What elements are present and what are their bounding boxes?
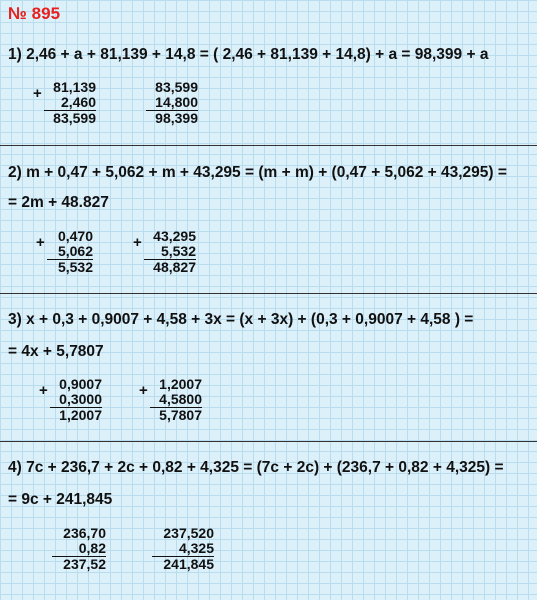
addend-2: 5,532 [144,244,196,260]
addend-1: 83,599 [155,79,198,95]
problem-4-column-sum-2 [152,526,214,572]
addend-2: 5,062 [47,244,93,260]
addend-2: 4,5800 [150,392,202,408]
addend-1: 236,70 [63,525,106,541]
divider [0,441,537,442]
addend-2: 0,82 [52,541,106,557]
problem-3-column-sum-2 [139,376,202,423]
problem-1-column-sum-1 [33,79,96,126]
addend-1: 0,9007 [59,376,102,392]
addend-2: 4,325 [152,541,214,557]
addend-1: 81,139 [53,79,96,95]
addend-2: 2,460 [44,95,96,111]
divider [0,145,537,146]
exercise-number: № 895 [8,4,61,23]
addend-1: 237,520 [163,525,214,541]
addend-1: 1,2007 [159,376,202,392]
sum: 5,532 [57,259,93,275]
problem-1-expression: 1) 2,46 + a + 81,139 + 14,8 = ( 2,46 + 81,139 + 14,8) + a = 98,399 + a [8,46,489,63]
plus-sign: + [39,382,48,399]
sum: 5,7807 [159,407,202,423]
problem-1-column-sum-2 [146,80,198,126]
addend-2: 14,800 [146,95,198,111]
plus-sign: + [33,85,42,102]
problem-4-expression: 4) 7c + 236,7 + 2c + 0,82 + 4,325 = (7c + 2c) + (236,7 + 0,82 + 4,325) = [8,459,504,476]
plus-sign: + [36,234,45,251]
problem-3-expression: 3) x + 0,3 + 0,9007 + 4,58 + 3x = (x + 3x) + (0,3 + 0,9007 + 4,58 ) = [8,311,474,328]
problem-2-expression: 2) m + 0,47 + 5,062 + m + 43,295 = (m + m) + (0,47 + 5,062 + 43,295) = [8,164,507,181]
problem-4-column-sum-1 [52,526,106,572]
addend-1: 43,295 [153,228,196,244]
sum: 241,845 [163,556,214,572]
addend-1: 0,470 [57,228,93,244]
divider [0,293,537,294]
problem-3-column-sum-1 [39,376,102,423]
sum: 237,52 [63,556,106,572]
plus-sign: + [133,234,142,251]
problem-2-column-sum-2 [133,228,196,275]
addend-2: 0,3000 [50,392,102,408]
problem-3-result: = 4x + 5,7807 [8,343,104,360]
plus-sign: + [139,382,148,399]
problem-2-column-sum-1 [36,228,93,275]
sum: 83,599 [53,110,96,126]
sum: 48,827 [153,259,196,275]
sum: 1,2007 [59,407,102,423]
problem-2-result: = 2m + 48.827 [8,194,109,211]
sum: 98,399 [155,110,198,126]
problem-4-result: = 9c + 241,845 [8,491,113,508]
